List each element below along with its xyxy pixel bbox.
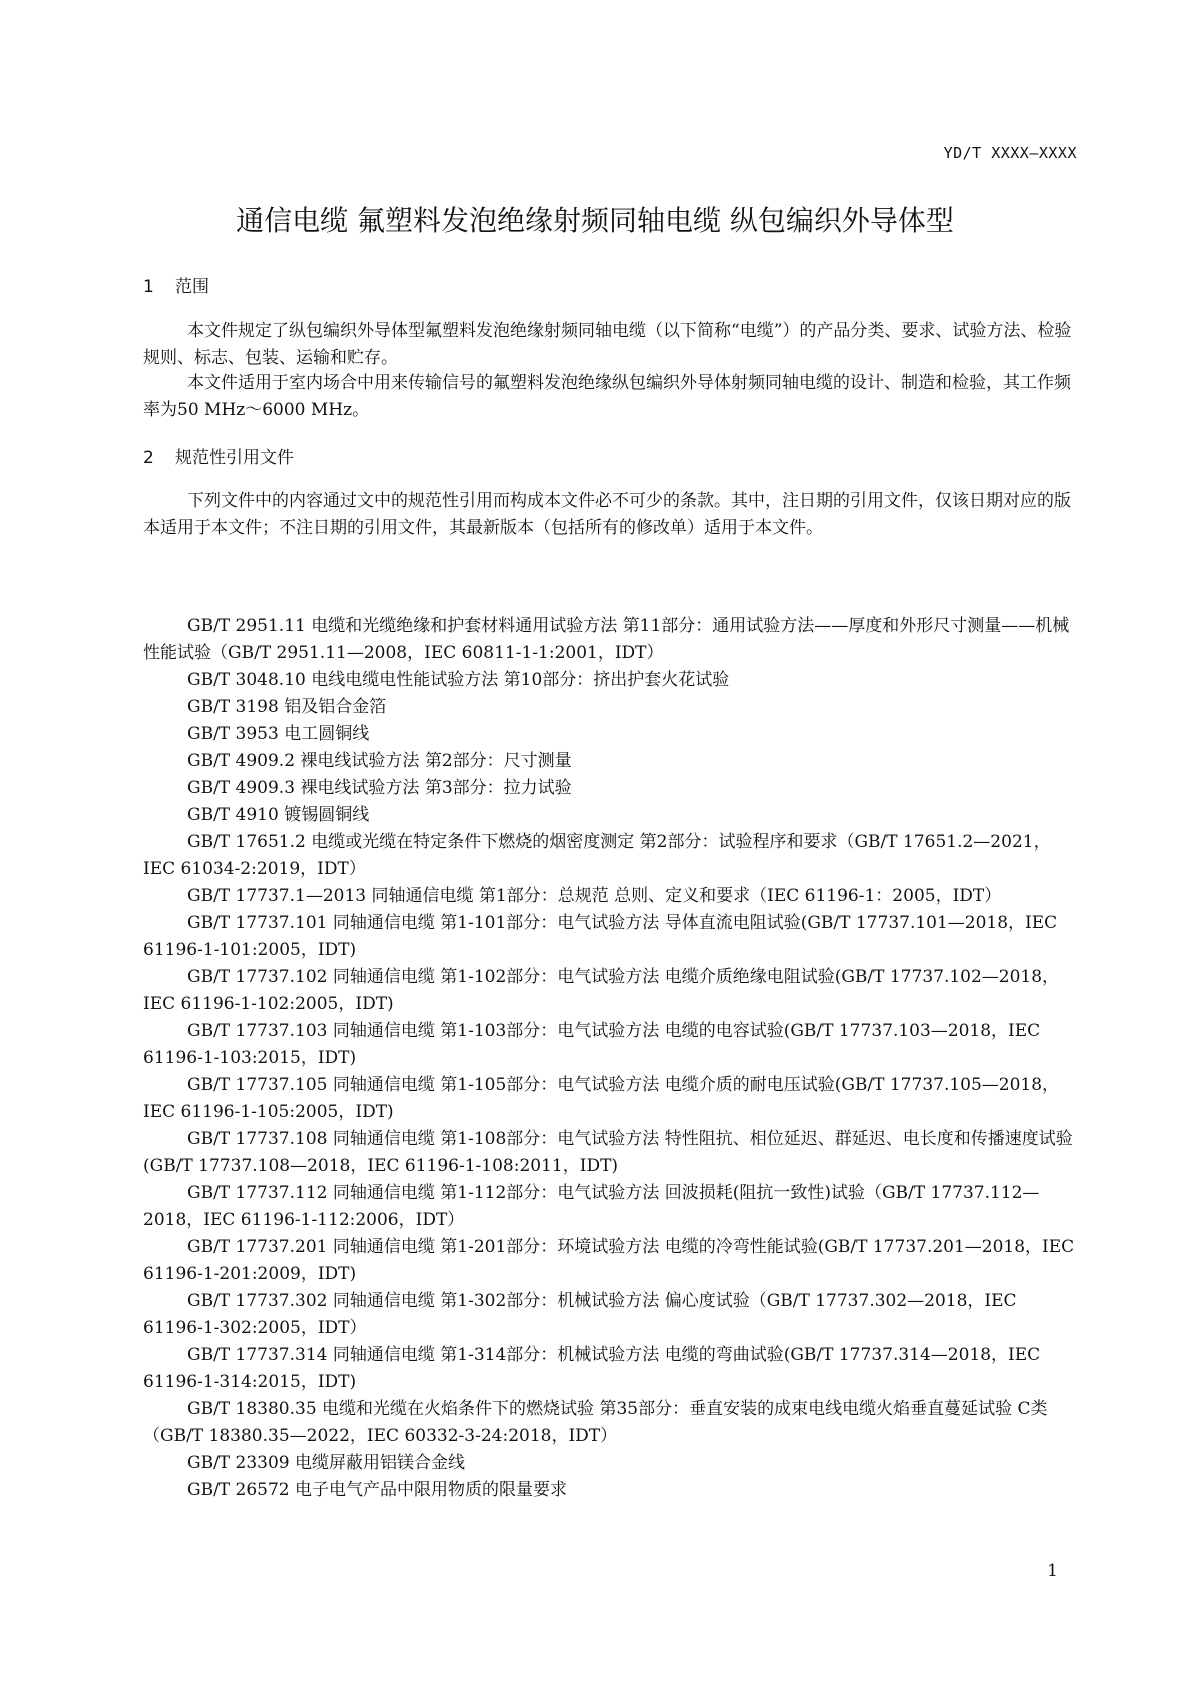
reference-item: GB/T 23309 电缆屏蔽用铝镁合金线 xyxy=(187,1453,466,1473)
reference-item: GB/T 26572 电子电气产品中限用物质的限量要求 xyxy=(187,1480,568,1500)
reference-item: GB/T 17737.102 同轴通信电缆 第1-102部分：电气试验方法 电缆介质绝缘电阻试验(GB/T 17737.102—2018，IEC 61196-1-102:2005，IDT) xyxy=(143,967,1060,1014)
document-title: 通信电缆 氟塑料发泡绝缘射频同轴电缆 纵包编织外导体型 xyxy=(236,204,954,237)
reference-item: GB/T 17651.2 电缆或光缆在特定条件下燃烧的烟密度测定 第2部分：试验程序和要求（GB/T 17651.2—2021，IEC 61034-2:2019，IDT） xyxy=(143,832,1051,879)
section-title: 范围 xyxy=(175,277,209,297)
reference-item: GB/T 4910 镀锡圆铜线 xyxy=(187,805,370,825)
reference-item: GB/T 2951.11 电缆和光缆绝缘和护套材料通用试验方法 第11部分：通用试验方法——厚度和外形尺寸测量——机械性能试验（GB/T 2951.11—2008，IEC 60811-1-1:2001，IDT） xyxy=(143,616,1070,663)
reference-item: GB/T 17737.103 同轴通信电缆 第1-103部分：电气试验方法 电缆的电容试验(GB/T 17737.103—2018，IEC 61196-1-103:2015，IDT) xyxy=(143,1021,1041,1068)
document-code: YD/T XXXX—XXXX xyxy=(943,144,1077,162)
reference-item: GB/T 3198 铝及铝合金箔 xyxy=(187,697,387,717)
reference-list xyxy=(143,613,1077,1504)
reference-item: GB/T 17737.302 同轴通信电缆 第1-302部分：机械试验方法 偏心度试验（GB/T 17737.302—2018，IEC 61196-1-302:2005，IDT） xyxy=(143,1291,1017,1338)
reference-item: GB/T 4909.2 裸电线试验方法 第2部分：尺寸测量 xyxy=(187,751,572,771)
section-number: 2 xyxy=(143,448,154,468)
reference-item: GB/T 17737.201 同轴通信电缆 第1-201部分：环境试验方法 电缆的冷弯性能试验(GB/T 17737.201—2018，IEC 61196-1-201:2009，IDT) xyxy=(143,1237,1075,1284)
section-title: 规范性引用文件 xyxy=(175,448,294,468)
reference-item: GB/T 17737.101 同轴通信电缆 第1-101部分：电气试验方法 导体直流电阻试验(GB/T 17737.101—2018，IEC 61196-1-101:2005，IDT) xyxy=(143,913,1058,960)
reference-item: GB/T 17737.314 同轴通信电缆 第1-314部分：机械试验方法 电缆的弯曲试验(GB/T 17737.314—2018，IEC 61196-1-314:2015，IDT) xyxy=(143,1345,1041,1392)
reference-item: GB/T 18380.35 电缆和光缆在火焰条件下的燃烧试验 第35部分：垂直安装的成束电线电缆火焰垂直蔓延试验 C类（GB/T 18380.35—2022，IEC 60332-3-24:2018，IDT） xyxy=(143,1399,1048,1446)
section-heading-scope xyxy=(143,272,209,297)
references-intro-paragraph: 下列文件中的内容通过文中的规范性引用而构成本文件必不可少的条款。其中，注日期的引用文件，仅该日期对应的版本适用于本文件；不注日期的引用文件，其最新版本（包括所有的修改单）适用于本文件。 xyxy=(143,491,1071,538)
reference-item: GB/T 17737.105 同轴通信电缆 第1-105部分：电气试验方法 电缆介质的耐电压试验(GB/T 17737.105—2018，IEC 61196-1-105:2005，IDT) xyxy=(143,1075,1060,1122)
reference-item: GB/T 17737.112 同轴通信电缆 第1-112部分：电气试验方法 回波损耗(阻抗一致性)试验（GB/T 17737.112—2018，IEC 61196-1-112:2006，IDT） xyxy=(143,1183,1040,1230)
reference-item: GB/T 3953 电工圆铜线 xyxy=(187,724,370,744)
reference-item: GB/T 17737.108 同轴通信电缆 第1-108部分：电气试验方法 特性阻抗、相位延迟、群延迟、电长度和传播速度试验(GB/T 17737.108—2018，IEC 61196-1-108:2011，IDT) xyxy=(143,1129,1073,1176)
reference-item: GB/T 17737.1—2013 同轴通信电缆 第1部分：总规范 总则、定义和要求（IEC 61196-1：2005，IDT） xyxy=(187,886,1002,906)
section-heading-normative-references xyxy=(143,443,294,468)
reference-item: GB/T 3048.10 电线电缆电性能试验方法 第10部分：挤出护套火花试验 xyxy=(187,670,730,690)
scope-paragraph-2: 本文件适用于室内场合中用来传输信号的氟塑料发泡绝缘纵包编织外导体射频同轴电缆的设计、制造和检验，其工作频率为50 MHz～6000 MHz。 xyxy=(143,373,1071,420)
page-number: 1 xyxy=(1047,1561,1058,1581)
section-number: 1 xyxy=(143,277,154,297)
reference-item: GB/T 4909.3 裸电线试验方法 第3部分：拉力试验 xyxy=(187,778,572,798)
scope-paragraph-1: 本文件规定了纵包编织外导体型氟塑料发泡绝缘射频同轴电缆（以下简称“电缆”）的产品分类、要求、试验方法、检验规则、标志、包装、运输和贮存。 xyxy=(143,321,1072,368)
